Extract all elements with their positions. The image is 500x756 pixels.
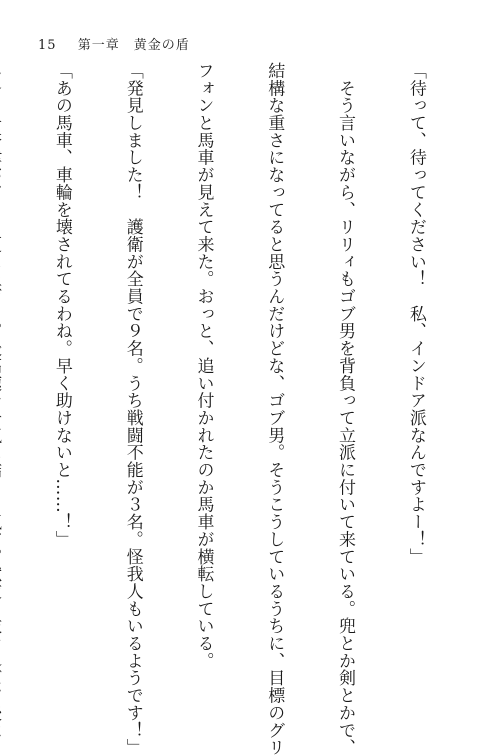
text-line: そう言いながら、リリィもゴブ男を背負って立派に付いて来ている。兜とか剣とかで、 [335, 62, 356, 756]
page-number: 15 [38, 38, 57, 53]
text-line: 「待って、待ってください！ 私、インドア派なんですよー！」 [405, 62, 426, 566]
text-line [0, 62, 2, 674]
text-line: 結構な重さになってると思うんだけどな、ゴブ男。そうこうしているうちに、目標のグリ [264, 62, 285, 756]
body-text [0, 62, 474, 756]
chapter-title: 第一章 黄金の盾 [77, 38, 190, 53]
text-line: フォンと馬車が見えて来た。おっと、追い付かれたのか馬車が横転している。 [193, 62, 214, 670]
text-line: 「あの馬車、車輪を壊されてるわね。早く助けないと……！」 [51, 62, 72, 548]
running-header [38, 34, 190, 53]
text-line: 「発見しました！ 護衛が全員で９名。うち戦闘不能が３名。怪我人もいるようです！」 [122, 62, 143, 756]
